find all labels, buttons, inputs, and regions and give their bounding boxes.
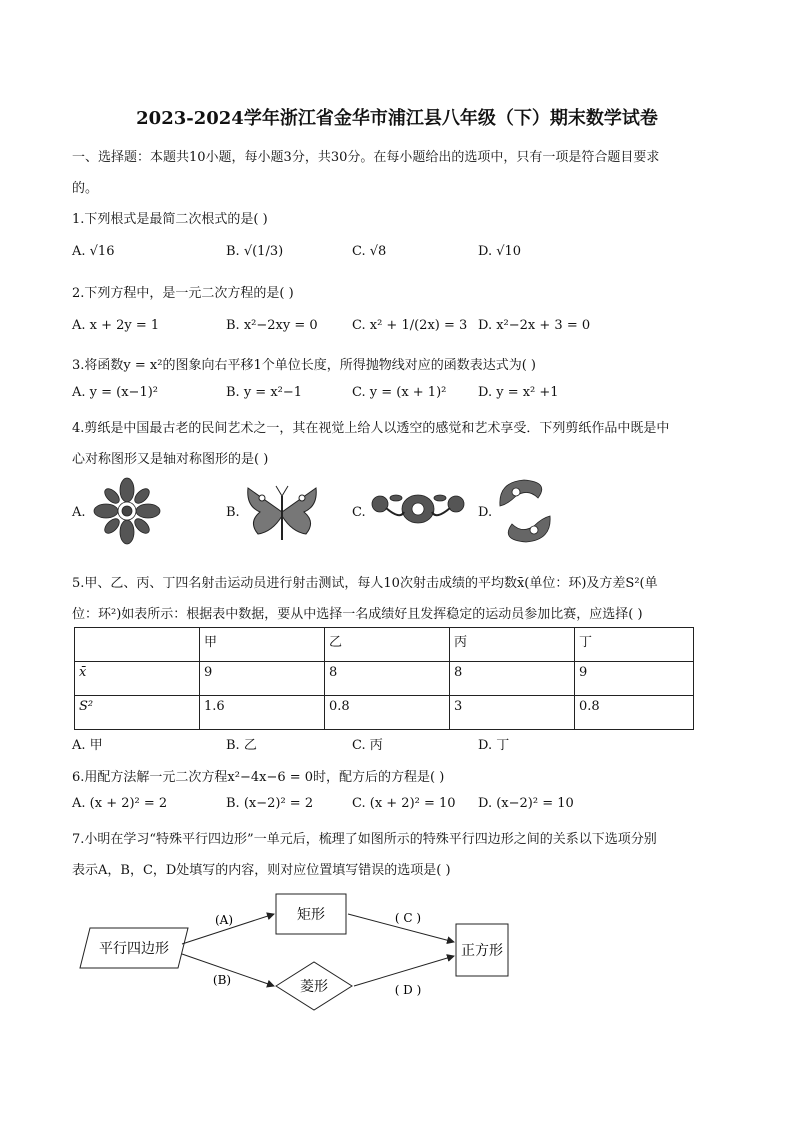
- q2-option-a: A. x + 2y = 1: [72, 318, 160, 333]
- label-a: (A): [214, 913, 234, 927]
- q5-stem-line1: 5.甲、乙、丙、丁四名射击运动员进行射击测试，每人10次射击成绩的平均数x̄(单位：环)及方差S²(单: [72, 576, 658, 591]
- q5-option-c: C. 丙: [352, 738, 383, 753]
- q5-option-a: A. 甲: [72, 738, 103, 753]
- table-cell: 甲: [200, 628, 325, 662]
- table-cell: 3: [450, 696, 575, 730]
- papercut-butterfly-icon: [244, 482, 320, 544]
- table-row: [75, 696, 694, 730]
- q4-option-c: C.: [352, 505, 366, 520]
- section-intro-line1: 一、选择题：本题共10小题，每小题3分，共30分。在每小题给出的选项中，只有一项是符合题目要求: [72, 150, 660, 165]
- q6-option-a: A. (x + 2)² = 2: [72, 796, 168, 811]
- table-cell: 8: [450, 662, 575, 696]
- q1-option-d: D. √10: [478, 244, 522, 259]
- table-cell: 1.6: [200, 696, 325, 730]
- table-cell: 0.8: [575, 696, 694, 730]
- q7-diagram: [70, 886, 530, 1016]
- q5-option-b: B. 乙: [226, 738, 257, 753]
- q6-option-c: C. (x + 2)² = 10: [352, 796, 456, 811]
- q1-option-c: C. √8: [352, 244, 387, 259]
- table-cell: 0.8: [325, 696, 450, 730]
- papercut-flower-icon: [92, 476, 162, 546]
- q3-stem: 3.将函数y = x²的图象向右平移1个单位长度，所得抛物线对应的函数表达式为( ): [72, 358, 536, 373]
- q6-option-b: B. (x−2)² = 2: [226, 796, 314, 811]
- q2-option-b: B. x²−2xy = 0: [226, 318, 318, 333]
- q3-option-a: A. y = (x−1)²: [72, 385, 159, 400]
- table-cell: S²: [75, 696, 200, 730]
- q4-stem-line1: 4.剪纸是中国最古老的民间艺术之一，其在视觉上给人以透空的感觉和艺术享受．下列剪纸作品中既是中: [72, 421, 670, 436]
- q5-stem-line2: 位：环²)如表所示：根据表中数据，要从中选择一名成绩好且发挥稳定的运动员参加比赛，应选择( ): [72, 607, 643, 622]
- q2-option-d: D. x²−2x + 3 = 0: [478, 318, 591, 333]
- table-cell: 9: [200, 662, 325, 696]
- q3-option-b: B. y = x²−1: [226, 385, 303, 400]
- table-row: [75, 662, 694, 696]
- q2-stem: 2.下列方程中，是一元二次方程的是( ): [72, 286, 294, 301]
- table-cell: 丙: [450, 628, 575, 662]
- q1-stem: 1.下列根式是最简二次根式的是( ): [72, 212, 268, 227]
- label-b: (B): [212, 973, 232, 987]
- q3-option-c: C. y = (x + 1)²: [352, 385, 447, 400]
- table-row: [75, 628, 694, 662]
- q7-stem-line2: 表示A，B，C，D处填写的内容，则对应位置填写错误的选项是( ): [72, 863, 451, 878]
- arrow-d: [354, 956, 454, 986]
- q1-option-a: A. √16: [72, 244, 115, 259]
- table-cell: 8: [325, 662, 450, 696]
- rectangle-label: 矩形: [297, 907, 325, 923]
- section-intro-line2: 的。: [72, 181, 99, 196]
- table-cell: 乙: [325, 628, 450, 662]
- page-title: 2023-2024学年浙江省金华市浦江县八年级（下）期末数学试卷: [136, 108, 658, 129]
- q5-table: [74, 627, 694, 730]
- table-cell: 9: [575, 662, 694, 696]
- table-cell: [75, 628, 200, 662]
- papercut-swirl-icon: [494, 476, 556, 546]
- papercut-flower-vine-icon: [370, 486, 466, 532]
- q3-option-d: D. y = x² +1: [478, 385, 559, 400]
- parallelogram-label: 平行四边形: [99, 941, 169, 957]
- q4-option-d: D.: [478, 505, 493, 520]
- q1-option-b: B. √(1/3): [226, 244, 284, 259]
- q6-option-d: D. (x−2)² = 10: [478, 796, 574, 811]
- q4-option-b: B.: [226, 505, 240, 520]
- table-cell: 丁: [575, 628, 694, 662]
- rhombus-label: 菱形: [300, 979, 328, 995]
- table-cell: x̄: [75, 662, 200, 696]
- q2-option-c: C. x² + 1/(2x) = 3: [352, 318, 468, 333]
- label-c: ( C ): [394, 911, 422, 925]
- q6-stem: 6.用配方法解一元二次方程x²−4x−6 = 0时，配方后的方程是( ): [72, 770, 445, 785]
- q7-stem-line1: 7.小明在学习“特殊平行四边形”一单元后，梳理了如图所示的特殊平行四边形之间的关系以下选项分别: [72, 832, 657, 847]
- q4-option-a: A.: [72, 505, 86, 520]
- q4-stem-line2: 心对称图形又是轴对称图形的是( ): [72, 452, 269, 467]
- q5-option-d: D. 丁: [478, 738, 510, 753]
- label-d: ( D ): [394, 983, 422, 997]
- square-label: 正方形: [461, 943, 503, 959]
